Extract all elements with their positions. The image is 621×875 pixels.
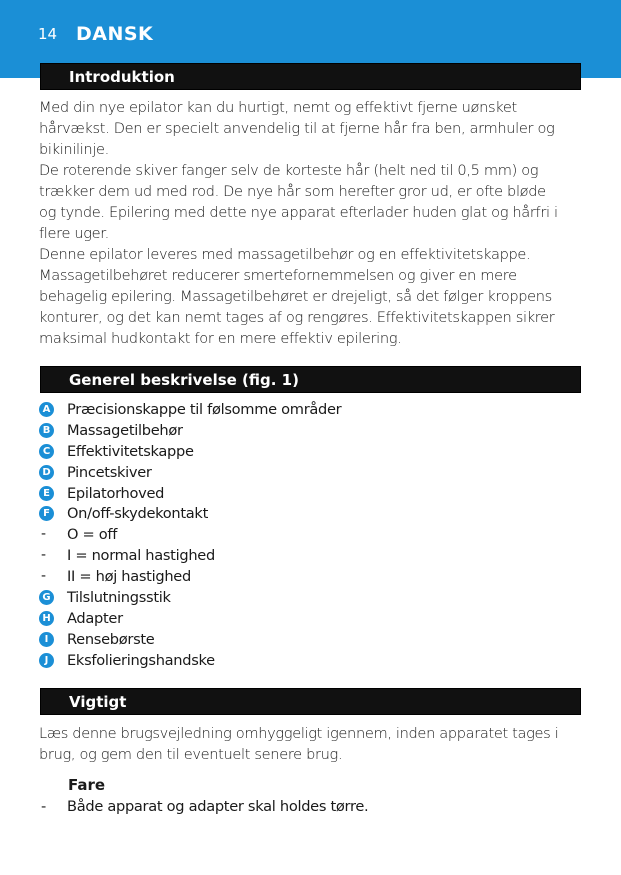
intro-line: og tynde. Epilering med dette nye apparat efterlader huden glat og hårfri i: [39, 204, 558, 221]
part-letter-badge: E: [39, 486, 54, 501]
part-item: [39, 441, 579, 462]
part-item-text: Effektivitetskappe: [67, 442, 194, 460]
part-item: [39, 608, 579, 629]
part-item-text: Tilslutningsstik: [67, 589, 171, 607]
intro-line: flere uger.: [39, 225, 109, 242]
language-title: DANSK: [76, 23, 154, 45]
part-item-text: II = høj hastighed: [67, 568, 191, 586]
important-paragraph: [39, 723, 587, 765]
switch-setting-item: [39, 524, 579, 545]
intro-line: hårvækst. Den er specielt anvendelig til at fjerne hår fra ben, armhuler og: [39, 120, 555, 137]
part-item-text: O = off: [67, 526, 118, 544]
part-item-text: Epilatorhoved: [67, 484, 165, 502]
part-item: [39, 483, 579, 504]
part-item-text: Adapter: [67, 609, 123, 627]
intro-line: Denne epilator leveres med massagetilbehør og en effektivitetskappe.: [39, 246, 531, 263]
section-intro-heading: Introduktion: [69, 68, 175, 86]
part-letter-badge: C: [39, 444, 54, 459]
part-letter-badge: D: [39, 465, 54, 480]
part-item-text: Pincetskiver: [67, 463, 152, 481]
part-item: [39, 650, 579, 671]
intro-line: trækker dem ud med rod. De nye hår som herefter gror ud, er ofte bløde: [39, 183, 546, 200]
part-item: [39, 503, 579, 524]
danger-item-text: Både apparat og adapter skal holdes tørre.: [67, 798, 369, 815]
page-number: 14: [38, 25, 58, 43]
section-important-bar: [40, 688, 581, 715]
part-letter-badge: B: [39, 423, 54, 438]
dash-marker: -: [41, 547, 46, 564]
intro-line: bikinilinje.: [39, 141, 109, 158]
intro-line: behagelig epilering. Massagetilbehøret er drejeligt, så det følger kroppens: [39, 288, 552, 305]
section-description-heading: Generel beskrivelse (fig. 1): [69, 371, 299, 389]
switch-setting-item: [39, 566, 579, 587]
intro-line: konturer, og det kan nemt tages af og rengøres. Effektivitetskappen sikrer: [39, 309, 555, 326]
part-letter-badge: H: [39, 611, 54, 626]
intro-line: Massagetilbehøret reducerer smertefornemmelsen og giver en mere: [39, 267, 517, 284]
part-item-text: I = normal hastighed: [67, 547, 215, 565]
part-item: [39, 587, 579, 608]
switch-setting-item: [39, 545, 579, 566]
dash-marker: -: [41, 526, 46, 543]
intro-paragraph: [39, 97, 587, 349]
intro-line: maksimal hudkontakt for en mere effektiv epilering.: [39, 330, 402, 347]
part-letter-badge: J: [39, 653, 54, 668]
part-item-text: Eksfolieringshandske: [67, 651, 215, 669]
part-item: [39, 420, 579, 441]
section-description-bar: [40, 366, 581, 393]
part-letter-badge: A: [39, 402, 54, 417]
parts-list: [39, 399, 579, 671]
part-item-text: Massagetilbehør: [67, 421, 183, 439]
danger-heading: Fare: [68, 776, 106, 794]
section-intro-bar: [40, 63, 581, 90]
part-item-text: Rensebørste: [67, 630, 155, 648]
part-item-text: Præcisionskappe til følsomme områder: [67, 401, 342, 418]
part-item: [39, 462, 579, 483]
part-letter-badge: G: [39, 590, 54, 605]
intro-line: Med din nye epilator kan du hurtigt, nemt og effektivt fjerne uønsket: [39, 99, 517, 116]
part-item: [39, 399, 579, 420]
part-letter-badge: I: [39, 632, 54, 647]
part-item-text: On/off-skydekontakt: [67, 505, 208, 523]
intro-line: De roterende skiver fanger selv de korteste hår (helt ned til 0,5 mm) og: [39, 162, 539, 179]
dash-marker: -: [41, 568, 46, 585]
part-item: [39, 629, 579, 650]
part-letter-badge: F: [39, 506, 54, 521]
danger-dash: -: [41, 798, 46, 815]
important-line: brug, og gem den til eventuelt senere brug.: [39, 746, 343, 763]
important-line: Læs denne brugsvejledning omhyggeligt igennem, inden apparatet tages i: [39, 725, 559, 742]
section-important-heading: Vigtigt: [69, 693, 127, 711]
